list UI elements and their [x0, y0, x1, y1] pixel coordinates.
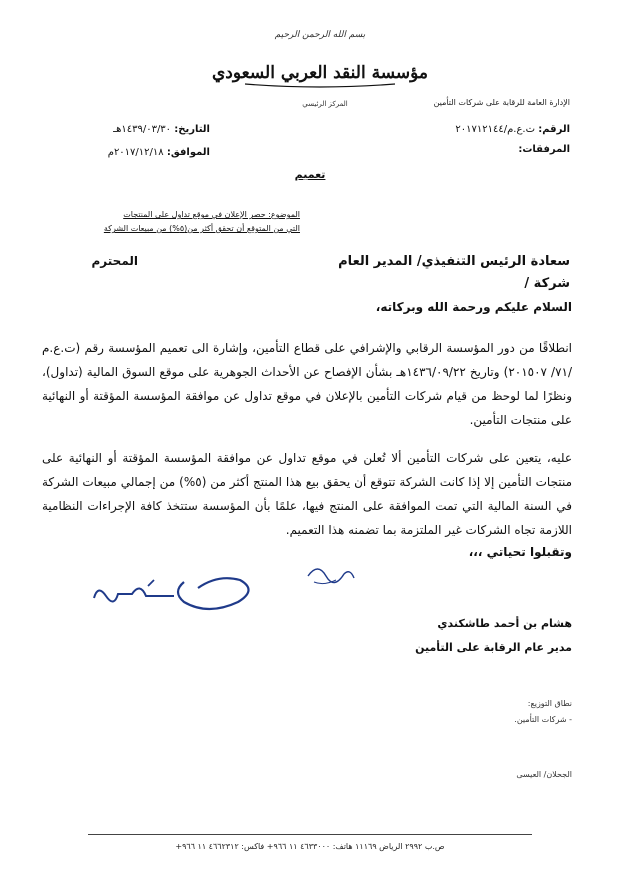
closing: وتقبلوا تحياتي ،،، [468, 545, 572, 559]
attachments-label: المرفقات: [518, 144, 570, 155]
date-value: ١٤٣٩/٠٣/٣٠هـ [113, 124, 172, 135]
headquarters-label: المركز الرئيسي [302, 100, 348, 108]
addressee-line-2: شركة / [524, 276, 570, 291]
attachments [470, 144, 570, 155]
gregorian-date [70, 147, 210, 158]
signer-block [372, 612, 572, 660]
subject-line-2: التي من المتوقع أن تحقق أكثر من(٥%) من مبيعات الشركة [103, 224, 300, 233]
handwritten-signature [88, 572, 268, 624]
reference-initials: الجحلان/ العيسى [516, 770, 572, 779]
body-paragraph-2: عليه، يتعين على شركات التأمين ألا تُعلن في موقع تداول عن موافقة المؤسسة المؤقتة أو النهائية على منتجات التأمين إلا إذا كانت الشركة تتوقع أن يحقق بيع هذا المنتج أكثر من (٥%) من إجمالي مبيعات الشركة في السنة المالية التي تمت الموافقة على المنتج فيها، علمًا بأن المؤسسة ستتخذ كافة الإجراءات النظامية اللازمة تجاه الشركات غير الملتزمة بما تضمنه هذا التعميم. [42, 451, 573, 537]
subject-line-1: الموضوع: حصر الإعلان في موقع تداول على المنتجات [123, 210, 300, 219]
distribution-item: - شركات التأمين. [514, 715, 572, 724]
footer-contact: ص.ب ٢٩٩٢ الرياض ١١١٦٩ هاتف: ٤٦٣٣٠٠٠ ١١ ٩٦٦+ فاكس: ٤٦٦٢٣١٢ ١١ ٩٦٦+ [175, 842, 445, 851]
distribution [432, 696, 572, 728]
signer-name: هشام بن أحمد طاشكندي [437, 617, 572, 630]
addressee [270, 251, 570, 295]
greeting: السلام عليكم ورحمة الله وبركاته، [375, 300, 572, 314]
initials-mark [300, 556, 360, 590]
org-name-logo: مؤسسة النقد العربي السعودي [211, 63, 429, 83]
addressee-line-1: سعادة الرئيس التنفيذي/ المدير العام [338, 254, 570, 269]
gregorian-label: الموافق: [166, 147, 210, 158]
reference-value: ت.ع.م/٢٠١٧١٢١٤٤ [455, 124, 536, 135]
date-label: التاريخ: [174, 124, 210, 135]
footer-divider [88, 834, 532, 835]
date [70, 124, 210, 135]
signer-title: مدير عام الرقابة على التأمين [415, 641, 572, 654]
gregorian-value: ٢٠١٧/١٢/١٨م [107, 147, 164, 158]
document-title: تعميم [294, 168, 326, 181]
body-paragraph-1: انطلاقًا من دور المؤسسة الرقابي والإشرافي على قطاع التأمين، وإشارة الى تعميم المؤسسة رقم (ت.ع.م /٧١/ ٢٠١٥٠٧) وتاريخ ١٤٣٦/٠٩/٢٢هـ بشأن الإفصاح عن الأحداث الجوهرية على موقع السوق المالية (تداول)، ونظرًا لما لوحظ من قيام شركات التأمين بالإعلان في موقع تداول عن موافقة المؤسسة المؤقتة أو النهائية على منتجات التأمين. [42, 341, 573, 427]
distribution-label: نطاق التوزيع: [527, 699, 572, 708]
reference-number [400, 124, 570, 135]
subject [50, 208, 300, 236]
department-name: الإدارة العامة للرقابة على شركات التأمين [433, 98, 570, 107]
reference-label: الرقم: [538, 124, 570, 135]
basmala: بسم الله الرحمن الرحيم [274, 30, 366, 40]
saudi-arabian-monetary-agency-logo [211, 50, 429, 92]
respect-label: المحترم [91, 254, 138, 268]
